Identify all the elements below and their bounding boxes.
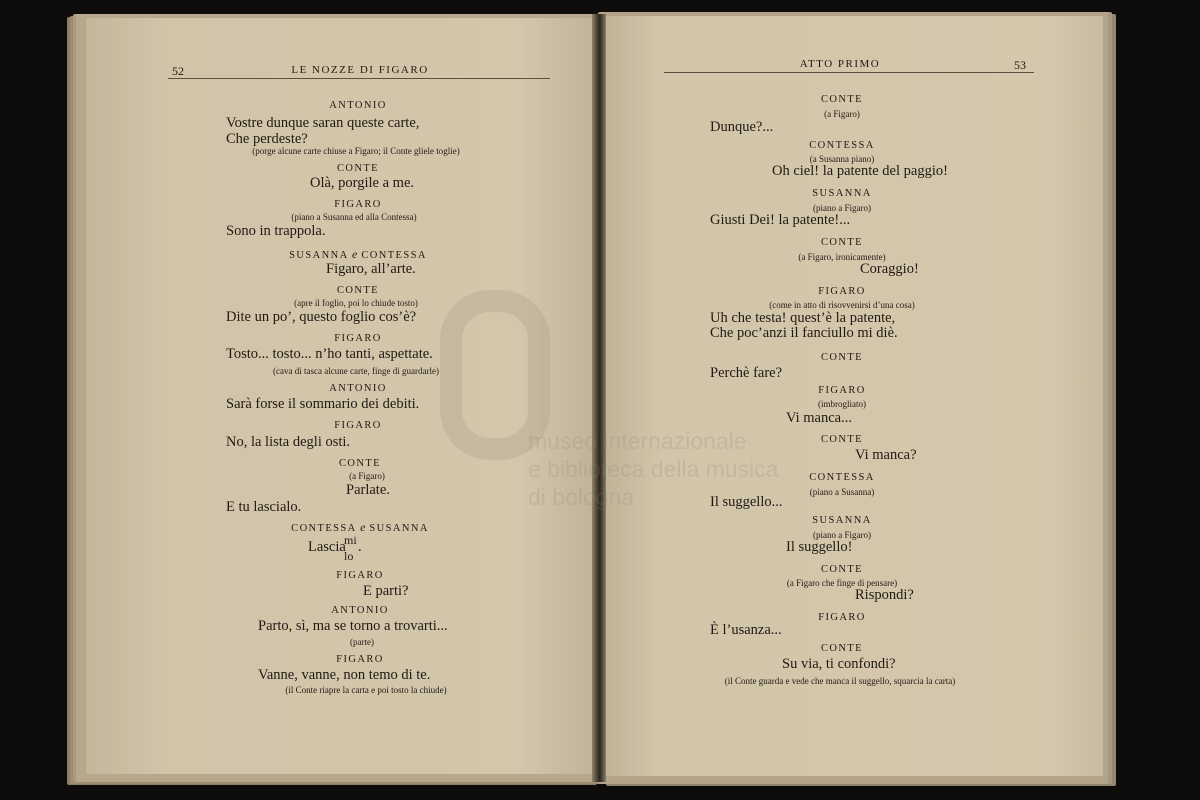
speaker-label: FIGARO [336,654,384,665]
stage-direction: (piano a Figaro) [813,203,871,213]
speaker-label: CONTE [339,458,381,469]
stage-direction: (apre il foglio, poi lo chiude tosto) [294,298,418,308]
verse-line: Il suggello... [710,494,783,510]
verse-line: Che poc’anzi il fanciullo mi diè. [710,325,898,341]
verse-line: Oh ciel! la patente del paggio! [772,163,948,179]
speaker-label: CONTESSA e SUSANNA [291,520,429,534]
stage-direction: (come in atto di risovvenirsi d’una cosa) [769,300,915,310]
speaker-label: FIGARO [334,199,382,210]
watermark-line-2: e biblioteca della musica [528,456,779,482]
speaker-label: FIGARO [818,286,866,297]
speaker-label: SUSANNA [812,188,872,199]
stage-direction: (il Conte guarda e vede che manca il suggello, squarcia la carta) [724,676,956,686]
verse-line: Olà, porgile a me. [310,175,415,191]
speaker-label: CONTE [821,94,863,105]
verse-line: Giusti Dei! la patente!... [710,212,851,228]
watermark-line-3: di bologna [528,484,635,510]
stage-direction: (a Susanna piano) [809,154,875,164]
stage-direction: (a Figaro, ironicamente) [798,252,886,262]
speaker-label: CONTE [337,163,379,174]
verse-line: Dite un po’, questo foglio cos’è? [226,309,417,325]
stage-direction: (a Figaro) [349,471,385,481]
page-number-left: 52 [172,64,184,78]
verse-line: Perchè fare? [710,365,783,381]
stage-direction: (porge alcune carte chiuse a Figaro; il Conte gliele toglie) [252,146,460,156]
speaker-label: SUSANNA e CONTESSA [289,247,427,261]
book-gutter [592,14,606,782]
verse-line: Vostre dunque saran queste carte, [226,115,420,131]
watermark-line-1: museo internazionale [528,428,747,454]
stage-direction: (il Conte riapre la carta e poi tosto la chiude) [285,685,447,695]
speaker-label: FIGARO [334,420,382,431]
verse-line: Tosto... tosto... n’ho tanti, aspettate. [226,346,433,362]
stage-direction: (a Figaro che finge di pensare) [786,578,898,588]
verse-line: Parlate. [346,482,390,498]
verse-line: Che perdeste? [226,131,308,147]
speaker-label: ANTONIO [329,383,387,394]
speaker-label: FIGARO [818,612,866,623]
verse-line: È l’usanza... [710,622,782,638]
verse-line: Sarà forse il sommario dei debiti. [226,396,420,412]
stage-direction: (parte) [350,637,374,647]
speaker-label: CONTE [821,643,863,654]
verse-superscript: mi [344,533,357,547]
verse-line: Figaro, all’arte. [326,261,416,277]
speaker-label: CONTE [337,285,379,296]
speaker-label: CONTESSA [809,472,875,483]
verse-line: Coraggio! [860,261,919,277]
running-head-right: ATTO PRIMO [799,58,881,70]
speaker-label: CONTE [821,352,863,363]
verse-line: Lascia [308,539,346,555]
verse-line: . [358,539,362,555]
speaker-label: FIGARO [336,570,384,581]
verse-line: Sono in trappola. [226,223,326,239]
verse-line: Vanne, vanne, non temo di te. [258,667,431,683]
stage-direction: (cava di tasca alcune carte, finge di guardarle) [273,366,439,376]
verse-line: E tu lascialo. [226,499,302,515]
verse-line: Uh che testa! quest’è la patente, [710,310,896,326]
verse-line: E parti? [363,583,409,599]
stage-direction: (piano a Figaro) [813,530,871,540]
verse-line: No, la lista degli osti. [226,434,351,450]
verse-line: Rispondi? [855,587,914,603]
header-rule-right [664,72,1034,73]
speaker-label: CONTE [821,564,863,575]
speaker-label: ANTONIO [329,100,387,111]
verse-subscript: lo [344,549,354,563]
running-head-left: LE NOZZE DI FIGARO [291,64,429,76]
verse-line: Il suggello! [786,539,853,555]
speaker-label: CONTESSA [809,140,875,151]
verse-line: Parto, sì, ma se torno a trovarti... [258,618,448,634]
verse-line: Vi manca? [855,447,917,463]
speaker-label: FIGARO [334,333,382,344]
stage-direction: (piano a Susanna) [809,487,875,497]
page-number-right: 53 [1014,58,1026,72]
stage-direction: (imbrogliato) [818,399,866,409]
verse-line: Dunque?... [710,119,774,135]
speaker-label: SUSANNA [812,515,872,526]
speaker-label: ANTONIO [331,605,389,616]
verse-line: Su via, ti confondi? [782,656,896,672]
verse-line: Vi manca... [786,410,852,426]
stage-direction: (piano a Susanna ed alla Contessa) [291,212,417,222]
speaker-label: FIGARO [818,385,866,396]
speaker-label: CONTE [821,237,863,248]
stage-direction: (a Figaro) [824,109,860,119]
speaker-label: CONTE [821,434,863,445]
header-rule-left [168,78,550,79]
